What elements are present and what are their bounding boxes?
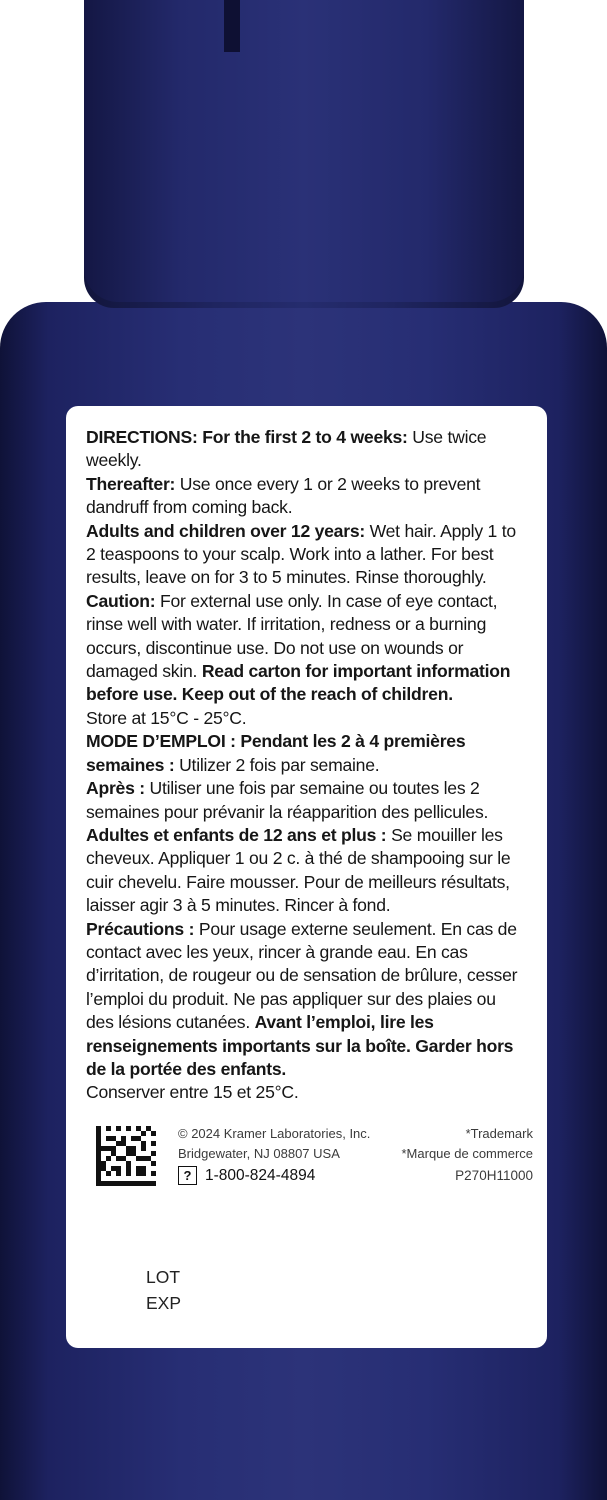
question-box-icon: ? <box>178 1166 197 1185</box>
data-matrix-barcode <box>96 1126 156 1186</box>
mode-emploi-apres <box>86 777 527 824</box>
adults-text: Wet hair. Apply 1 to 2 teaspoons to your scalp. Work into a lather. For best results, leave on for 3 to 5 minutes. Rinse thoroughly. <box>86 520 516 588</box>
lot-exp-block <box>146 1264 181 1316</box>
bottle-cap <box>84 0 524 302</box>
storage-en: Store at 15°C - 25°C. <box>86 707 247 728</box>
caution-bold: Read carton for important information before use. Keep out of the reach of children. <box>86 661 511 705</box>
precautions-text: Pour usage externe seulement. En cas de contact avec les yeux, rincer à grande eau. En cas d’irritation, de rougeur ou de sensation de brûlure, cesser l’emploi du produit. Ne pas appliquer sur des plaies ou des lésions cutanées. <box>86 918 518 1033</box>
lot-label: LOT <box>146 1267 181 1287</box>
apres-text: Utiliser une fois par semaine ou toutes les 2 semaines pour prévanir la réapparition des pellicules. <box>86 778 489 822</box>
mode-emploi-precautions <box>86 918 527 1082</box>
trademark-fr: *Marque de commerce <box>401 1146 533 1161</box>
thereafter-text: Use once every 1 or 2 weeks to prevent dandruff from coming back. <box>86 473 481 518</box>
directions-first <box>86 426 527 473</box>
precautions-bold: Avant l’emploi, lire les renseignements importants sur la boîte. Garder hors de la portée des enfants. <box>86 1012 514 1079</box>
phone-line <box>178 1166 315 1185</box>
phone-number: 1-800-824-4894 <box>205 1166 316 1184</box>
thereafter-label: Thereafter: <box>86 473 176 494</box>
cap-notch <box>224 0 240 52</box>
exp-label: EXP <box>146 1293 182 1313</box>
directions-first-label: For the first 2 to 4 weeks: <box>202 427 408 447</box>
directions-thereafter <box>86 473 527 520</box>
trademark-note <box>402 1124 534 1164</box>
directions-first-text: Use twice weekly. <box>86 427 487 471</box>
directions-adults <box>86 520 527 590</box>
label-text <box>86 426 527 1105</box>
adults-label: Adults and children over 12 years: <box>86 520 365 541</box>
adultes-label: Adultes et enfants de 12 ans et plus : <box>86 824 387 845</box>
product-code: P270H11000 <box>455 1168 533 1183</box>
mode-emploi-adultes <box>86 824 527 918</box>
label-footer <box>66 1114 547 1204</box>
directions-heading: DIRECTIONS: <box>86 427 198 447</box>
caution-text: For external use only. In case of eye contact, rinse well with water. If irritation, redness or a burning occurs, discontinue use. Do not use on wounds or damaged skin. <box>86 590 498 682</box>
mode-emploi-first-text: Utilizer 2 fois par semaine. <box>179 754 380 775</box>
adultes-text: Se mouiller les cheveux. Appliquer 1 ou 2 c. à thé de shampooing sur le cuir chevelu. Faire mousser. Pour de meilleurs résultats, laisser agir 3 à 5 minutes. Rincer à fond. <box>86 824 511 916</box>
back-label <box>66 406 547 1348</box>
copyright-line: © 2024 Kramer Laboratories, Inc. <box>178 1126 371 1141</box>
company-info <box>178 1124 370 1164</box>
mode-emploi-heading: MODE D’EMPLOI : Pendant les 2 à 4 premières semaines : <box>86 731 466 775</box>
apres-label: Après : <box>86 778 145 799</box>
trademark-en: *Trademark <box>465 1126 533 1141</box>
caution-label: Caution: <box>86 590 156 611</box>
storage-fr: Conserver entre 15 et 25°C. <box>86 1082 299 1103</box>
directions-caution <box>86 590 527 707</box>
precautions-label: Précautions : <box>86 918 195 939</box>
address-line: Bridgewater, NJ 08807 USA <box>178 1146 340 1161</box>
mode-emploi-first <box>86 730 527 777</box>
